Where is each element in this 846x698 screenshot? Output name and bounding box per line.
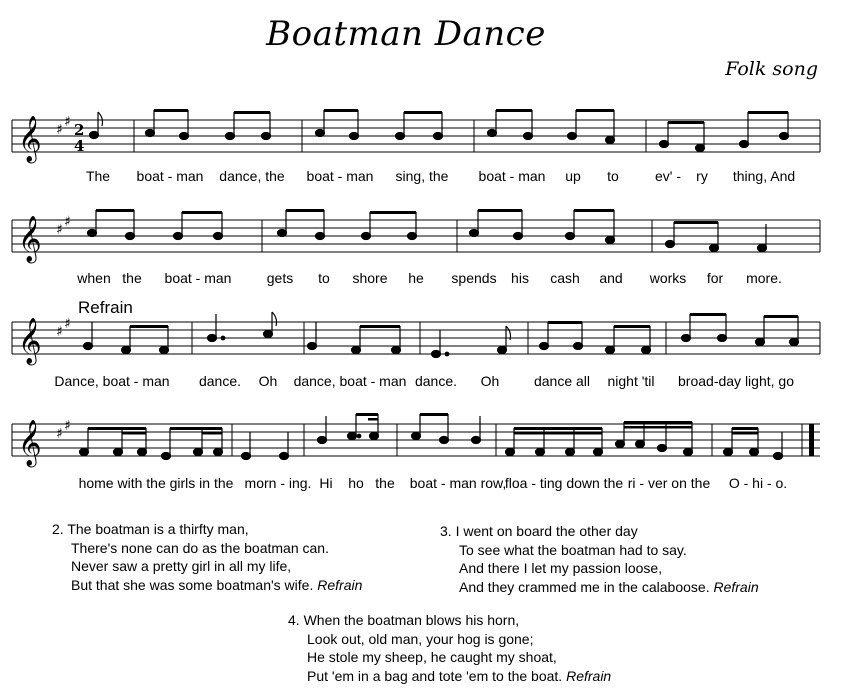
lyric-1-2: boat - man	[136, 168, 204, 184]
verse-number: 2.	[52, 521, 64, 537]
verse-line: He stole my sheep, he caught my shoat,	[307, 649, 557, 665]
verse-line: The boatman is a thirfty man,	[67, 521, 249, 537]
staff-1	[12, 100, 824, 190]
lyric-4-6: boat - man row,	[409, 475, 507, 491]
lyric-3-4: dance, boat - man	[293, 373, 407, 389]
lyric-2-2: the	[122, 270, 142, 286]
svg-text:2: 2	[74, 121, 85, 139]
lyric-2-6: shore	[352, 270, 388, 286]
verse-line: Look out, old man, your hog is gone;	[307, 630, 534, 647]
lyric-4-7: floa - ting down the	[504, 475, 624, 491]
svg-text:♯: ♯	[56, 122, 63, 138]
svg-text:♯: ♯	[64, 114, 71, 130]
verse-line: And they crammed me in the calaboose.	[459, 578, 710, 595]
lyric-2-1: when	[77, 270, 111, 286]
staff-3	[12, 302, 824, 392]
lyric-4-9: O - hi - o.	[728, 475, 788, 491]
lyric-1-1: The	[85, 168, 111, 184]
lyric-4-3: Hi	[319, 475, 333, 491]
verse-line: Never saw a pretty girl in all my life,	[71, 558, 292, 574]
lyric-2-8: spends	[451, 270, 497, 286]
lyric-1-7: up	[565, 168, 581, 184]
lyric-2-7: he	[408, 270, 424, 286]
lyric-4-8: ri - ver on the	[627, 475, 711, 491]
lyric-2-13: for	[706, 270, 724, 286]
staff-2-notation	[12, 200, 824, 260]
lyric-1-11: thing, And	[732, 168, 796, 184]
lyric-3-1: Dance, boat - man	[54, 373, 170, 389]
refrain-cue: Refrain	[317, 576, 363, 593]
svg-text:♯: ♯	[64, 418, 71, 434]
staff-1-notation	[12, 100, 824, 160]
song-title: Boatman Dance	[266, 14, 546, 54]
lyric-2-10: cash	[550, 270, 580, 286]
refrain-cue: Refrain	[713, 578, 759, 595]
verse-number: 3.	[440, 523, 452, 539]
verse-2	[52, 520, 362, 594]
verse-4	[288, 611, 611, 685]
verse-line: There's none can do as the boatman can.	[71, 539, 329, 556]
verse-line: And there I let my passion loose,	[459, 560, 663, 576]
staff-2	[12, 200, 824, 290]
lyric-3-2: dance.	[198, 373, 242, 389]
lyric-2-3: boat - man	[164, 270, 232, 286]
svg-text:♯: ♯	[56, 324, 63, 340]
svg-text:♯: ♯	[56, 222, 63, 238]
lyric-3-9: broad-day light, go	[678, 373, 794, 389]
lyric-4-1: home with the girls in the	[78, 475, 234, 491]
verse-line: When the boatman blows his horn,	[303, 612, 520, 628]
lyric-2-12: works	[649, 270, 687, 286]
lyric-4-5: the	[375, 475, 395, 491]
lyric-3-8: night 'til	[607, 373, 655, 389]
staff-4-notation	[12, 404, 824, 464]
svg-text:♯: ♯	[64, 316, 71, 332]
verse-3	[440, 522, 759, 596]
verse-line: Put 'em in a bag and tote 'em to the boat.	[307, 667, 563, 684]
svg-text:4: 4	[74, 137, 85, 155]
lyric-1-3: dance, the	[219, 168, 285, 184]
lyric-2-9: his	[511, 270, 529, 286]
lyric-3-3: Oh	[258, 373, 278, 389]
lyric-3-7: dance all	[533, 373, 591, 389]
lyric-2-5: to	[318, 270, 330, 286]
lyric-2-4: gets	[266, 270, 294, 286]
lyric-1-5: sing, the	[395, 168, 449, 184]
verse-line: To see what the boatman had to say.	[459, 541, 687, 558]
staff-3-notation	[12, 302, 824, 362]
song-subtitle: Folk song	[725, 58, 818, 80]
staff-4	[12, 404, 824, 494]
verse-number: 4.	[288, 612, 300, 628]
lyric-2-11: and	[599, 270, 623, 286]
lyric-4-2: morn - ing.	[244, 475, 312, 491]
lyric-1-8: to	[607, 168, 619, 184]
lyric-4-4: ho	[348, 475, 364, 491]
verse-line: I went on board the other day	[455, 523, 638, 539]
lyric-3-5: dance.	[414, 373, 458, 389]
svg-text:♯: ♯	[56, 426, 63, 442]
svg-text:𝄞: 𝄞	[18, 318, 42, 364]
refrain-label: Refrain	[78, 298, 133, 317]
lyric-1-9: ev' -	[654, 168, 682, 184]
refrain-cue: Refrain	[566, 667, 612, 684]
lyric-2-14: more.	[746, 270, 782, 286]
lyric-3-6: Oh	[480, 373, 500, 389]
lyric-1-10: ry	[696, 168, 708, 184]
lyric-1-6: boat - man	[478, 168, 546, 184]
lyric-1-4: boat - man	[306, 168, 374, 184]
svg-text:𝄞: 𝄞	[18, 216, 42, 262]
svg-text:𝄞: 𝄞	[18, 420, 42, 466]
verse-line: But that she was some boatman's wife.	[71, 576, 314, 593]
svg-text:𝄞: 𝄞	[18, 116, 42, 162]
svg-text:♯: ♯	[64, 214, 71, 230]
